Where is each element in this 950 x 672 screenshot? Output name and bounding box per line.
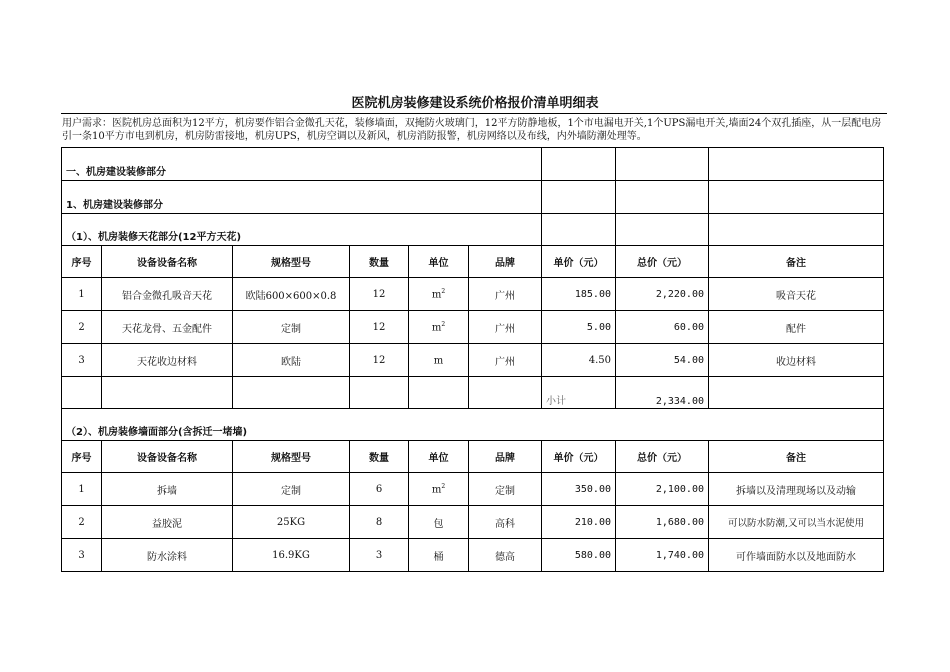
item-brand: 定制 bbox=[469, 473, 542, 506]
header-cell: 单价（元） bbox=[542, 441, 616, 473]
subsection-row bbox=[62, 181, 884, 214]
subsection-title: 1、机房建设装修部分 bbox=[62, 181, 542, 214]
part-title: （2）、机房装修墙面部分(含拆迁一堵墙) bbox=[62, 409, 884, 441]
subtotal-value: 2,334.00 bbox=[616, 377, 709, 409]
header-cell: 序号 bbox=[62, 246, 102, 278]
part-title-row bbox=[62, 214, 884, 246]
unit-sup: 2 bbox=[441, 287, 446, 295]
part-title-row bbox=[62, 409, 884, 441]
header-cell: 单位 bbox=[409, 246, 469, 278]
row-number: 3 bbox=[62, 344, 102, 377]
item-name: 拆墙 bbox=[102, 473, 233, 506]
sheet-title: 医院机房装修建设系统价格报价清单明细表 bbox=[351, 96, 599, 111]
item-note: 收边材料 bbox=[709, 344, 884, 377]
item-brand: 广州 bbox=[469, 344, 542, 377]
item-price: 5.00 bbox=[542, 311, 616, 344]
header-cell: 数量 bbox=[350, 246, 409, 278]
item-spec: 欧陆 bbox=[233, 344, 350, 377]
header-cell: 品牌 bbox=[469, 441, 542, 473]
item-spec: 25KG bbox=[233, 506, 350, 539]
item-price: 4.50 bbox=[542, 344, 616, 377]
item-note: 可以防水防潮,又可以当水泥使用 bbox=[709, 506, 884, 539]
item-note: 配件 bbox=[709, 311, 884, 344]
header-row bbox=[62, 246, 884, 278]
unit-sup: 2 bbox=[441, 482, 446, 490]
item-total: 54.00 bbox=[616, 344, 709, 377]
item-brand: 广州 bbox=[469, 311, 542, 344]
item-price: 350.00 bbox=[542, 473, 616, 506]
item-name: 天花龙骨、五金配件 bbox=[102, 311, 233, 344]
header-row bbox=[62, 441, 884, 473]
table-row bbox=[62, 473, 884, 506]
header-cell: 数量 bbox=[350, 441, 409, 473]
unit-text: m bbox=[433, 355, 444, 367]
item-brand: 广州 bbox=[469, 278, 542, 311]
table-row bbox=[62, 506, 884, 539]
table-row bbox=[62, 278, 884, 311]
item-qty: 6 bbox=[350, 473, 409, 506]
unit-text: m bbox=[431, 484, 442, 496]
header-cell: 规格型号 bbox=[233, 246, 350, 278]
subtotal-row bbox=[62, 377, 884, 409]
row-number: 1 bbox=[62, 473, 102, 506]
unit-text: 桶 bbox=[433, 551, 444, 563]
row-number: 2 bbox=[62, 311, 102, 344]
item-qty: 12 bbox=[350, 311, 409, 344]
item-note: 吸音天花 bbox=[709, 278, 884, 311]
item-unit bbox=[409, 473, 469, 506]
item-unit bbox=[409, 344, 469, 377]
item-name: 防水涂料 bbox=[102, 539, 233, 572]
row-number: 3 bbox=[62, 539, 102, 572]
header-cell: 总价（元） bbox=[616, 441, 709, 473]
item-note: 可作墙面防水以及地面防水 bbox=[709, 539, 884, 572]
table-row bbox=[62, 344, 884, 377]
header-cell: 规格型号 bbox=[233, 441, 350, 473]
unit-text: m bbox=[431, 322, 442, 334]
subtotal-label: 小计 bbox=[542, 377, 616, 409]
item-name: 益胶泥 bbox=[102, 506, 233, 539]
item-qty: 8 bbox=[350, 506, 409, 539]
item-spec: 16.9KG bbox=[233, 539, 350, 572]
header-cell: 品牌 bbox=[469, 246, 542, 278]
item-qty: 12 bbox=[350, 344, 409, 377]
item-total: 2,100.00 bbox=[616, 473, 709, 506]
item-total: 60.00 bbox=[616, 311, 709, 344]
part-title: （1）、机房装修天花部分(12平方天花) bbox=[62, 214, 542, 246]
item-spec: 定制 bbox=[233, 311, 350, 344]
item-brand: 高科 bbox=[469, 506, 542, 539]
quote-table bbox=[61, 147, 884, 572]
item-total: 2,220.00 bbox=[616, 278, 709, 311]
item-qty: 3 bbox=[350, 539, 409, 572]
item-qty: 12 bbox=[350, 278, 409, 311]
item-brand: 德高 bbox=[469, 539, 542, 572]
item-spec: 定制 bbox=[233, 473, 350, 506]
title-divider bbox=[61, 113, 887, 114]
item-unit bbox=[409, 278, 469, 311]
section-title: 一、机房建设装修部分 bbox=[62, 148, 542, 181]
unit-text: 包 bbox=[433, 518, 444, 530]
section-row bbox=[62, 148, 884, 181]
header-cell: 备注 bbox=[709, 441, 884, 473]
item-name: 铝合金微孔吸音天花 bbox=[102, 278, 233, 311]
item-spec: 欧陆600×600×0.8 bbox=[233, 278, 350, 311]
item-unit bbox=[409, 311, 469, 344]
table-row bbox=[62, 539, 884, 572]
item-name: 天花收边材料 bbox=[102, 344, 233, 377]
item-price: 210.00 bbox=[542, 506, 616, 539]
unit-text: m bbox=[431, 289, 442, 301]
header-cell: 设备设备名称 bbox=[102, 246, 233, 278]
item-note: 拆墙以及清理现场以及动输 bbox=[709, 473, 884, 506]
item-price: 185.00 bbox=[542, 278, 616, 311]
header-cell: 总价（元） bbox=[616, 246, 709, 278]
item-unit bbox=[409, 539, 469, 572]
item-total: 1,680.00 bbox=[616, 506, 709, 539]
unit-sup: 2 bbox=[441, 320, 446, 328]
item-total: 1,740.00 bbox=[616, 539, 709, 572]
row-number: 2 bbox=[62, 506, 102, 539]
header-cell: 单价（元） bbox=[542, 246, 616, 278]
item-price: 580.00 bbox=[542, 539, 616, 572]
row-number: 1 bbox=[62, 278, 102, 311]
item-unit bbox=[409, 506, 469, 539]
header-cell: 设备设备名称 bbox=[102, 441, 233, 473]
requirement-text: 用户需求：医院机房总面积为12平方，机房要作铝合金微孔天花，装修墙面，双掩防火玻璃门，12平方防静地板，1个市电漏电开关,1个UPS漏电开关,墙面24个双孔插座，从一层配电房引一条10平方市电到机房，机房防雷接地，机房UPS，机房空调以及新风，机房消防报警，机房网络以及布线，内外墙防潮处理等。 bbox=[62, 118, 882, 142]
table-row bbox=[62, 311, 884, 344]
header-cell: 单位 bbox=[409, 441, 469, 473]
header-cell: 备注 bbox=[709, 246, 884, 278]
header-cell: 序号 bbox=[62, 441, 102, 473]
